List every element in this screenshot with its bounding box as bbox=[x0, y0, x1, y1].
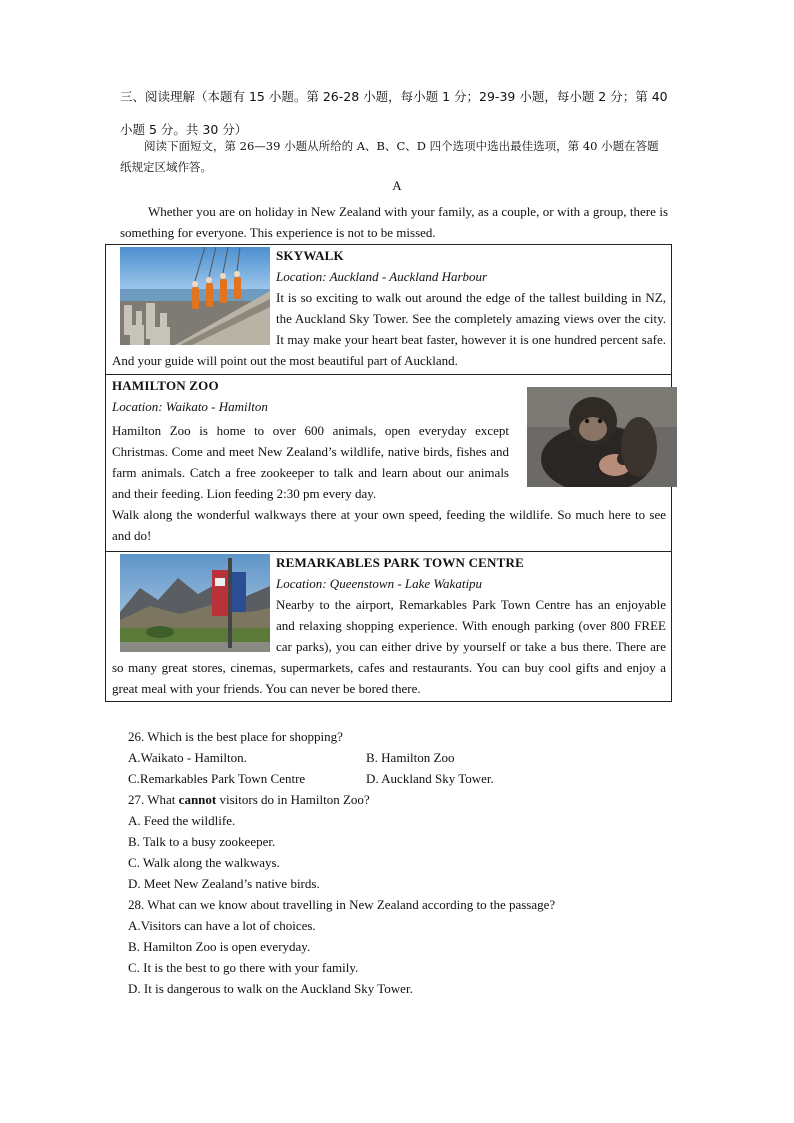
hamilton-zoo-location: Location: Waikato - Hamilton bbox=[112, 399, 268, 414]
remarkables-heading: REMARKABLES PARK TOWN CENTRE bbox=[276, 555, 524, 570]
passage-intro: Whether you are on holiday in New Zealand with your family, as a couple, or with a group, there is something for everyone. This experience is not to be missed. bbox=[120, 204, 668, 240]
q26-option-c: C.Remarkables Park Town Centre bbox=[128, 771, 306, 786]
section-instruction: 阅读下面短文，第 26—39 小题从所给的 A、B、C、D 四个选项中选出最佳选项，第 40 小题在答题纸规定区域作答。 bbox=[120, 139, 659, 174]
chimpanzee-photo bbox=[527, 387, 677, 487]
q26-option-d: D. Auckland Sky Tower. bbox=[366, 771, 494, 786]
passage-label: A bbox=[392, 178, 402, 193]
skywalk-heading: SKYWALK bbox=[276, 248, 344, 263]
skywalk-body: It is so exciting to walk out around the edge of the tallest building in NZ, the Auckland Sky Tower. See the completely amazing views over the city. It may make your heart beat faster, however it is one hundred percent safe. And your guide will point out the most beautiful part of Auckland. bbox=[112, 290, 666, 368]
hamilton-zoo-body: Hamilton Zoo is home to over 600 animals, open everyday except Christmas. Come and meet New Zealand’s wildlife, native birds, fishes and farm animals. Catch a free zookeeper to talk and learn about our animals and their feeding. Lion feeding 2:30 pm every day. bbox=[112, 423, 509, 501]
remarkables-body: Nearby to the airport, Remarkables Park Town Centre has an enjoyable and relaxing shopping experience. With enough parking (over 800 FREE car parks), you can either drive by yourself or take a bus there. There are so many great stores, cinemas, supermarkets, cafes and restaurants. You can buy cool gifts and enjoy a great meal with your friends. You can never be bored there. bbox=[112, 597, 666, 696]
q27-option-b: B. Talk to a busy zookeeper. bbox=[128, 834, 276, 849]
q28-stem: 28. What can we know about travelling in New Zealand according to the passage? bbox=[128, 897, 556, 912]
questions-block bbox=[128, 726, 688, 999]
q27-stem-bold: cannot bbox=[178, 792, 217, 807]
q28-option-c: C. It is the best to go there with your family. bbox=[128, 960, 359, 975]
section-title: 三、阅读理解（本题有 15 小题。第 26-28 小题，每小题 1 分；29-39 小题，每小题 2 分；第 40 小题 5 分。共 30 分） bbox=[120, 89, 668, 137]
hamilton-zoo-body-2: Walk along the wonderful walkways there at your own speed, feeding the wildlife. So much here to see and do! bbox=[112, 507, 666, 543]
hamilton-zoo-heading: HAMILTON ZOO bbox=[112, 378, 219, 393]
skywalk-box bbox=[105, 244, 672, 375]
q28-option-a: A.Visitors can have a lot of choices. bbox=[128, 918, 316, 933]
hamilton-zoo-box bbox=[105, 374, 672, 552]
skywalk-photo bbox=[120, 247, 270, 345]
q27-stem-pre: 27. What bbox=[128, 792, 179, 807]
remarkables-photo bbox=[120, 554, 270, 652]
remarkables-location: Location: Queenstown - Lake Wakatipu bbox=[276, 576, 483, 591]
q28-option-d: D. It is dangerous to walk on the Auckland Sky Tower. bbox=[128, 981, 413, 996]
q26-option-b: B. Hamilton Zoo bbox=[366, 750, 455, 765]
q27-stem-post: visitors do in Hamilton Zoo? bbox=[216, 792, 370, 807]
q27-option-a: A. Feed the wildlife. bbox=[128, 813, 236, 828]
q26-stem: 26. Which is the best place for shopping? bbox=[128, 729, 343, 744]
q27-option-c: C. Walk along the walkways. bbox=[128, 855, 280, 870]
q28-option-b: B. Hamilton Zoo is open everyday. bbox=[128, 939, 311, 954]
q26-option-a: A.Waikato - Hamilton. bbox=[128, 750, 247, 765]
remarkables-box bbox=[105, 551, 672, 702]
skywalk-location: Location: Auckland - Auckland Harbour bbox=[276, 269, 488, 284]
q27-option-d: D. Meet New Zealand’s native birds. bbox=[128, 876, 320, 891]
q27-stem bbox=[128, 789, 688, 810]
